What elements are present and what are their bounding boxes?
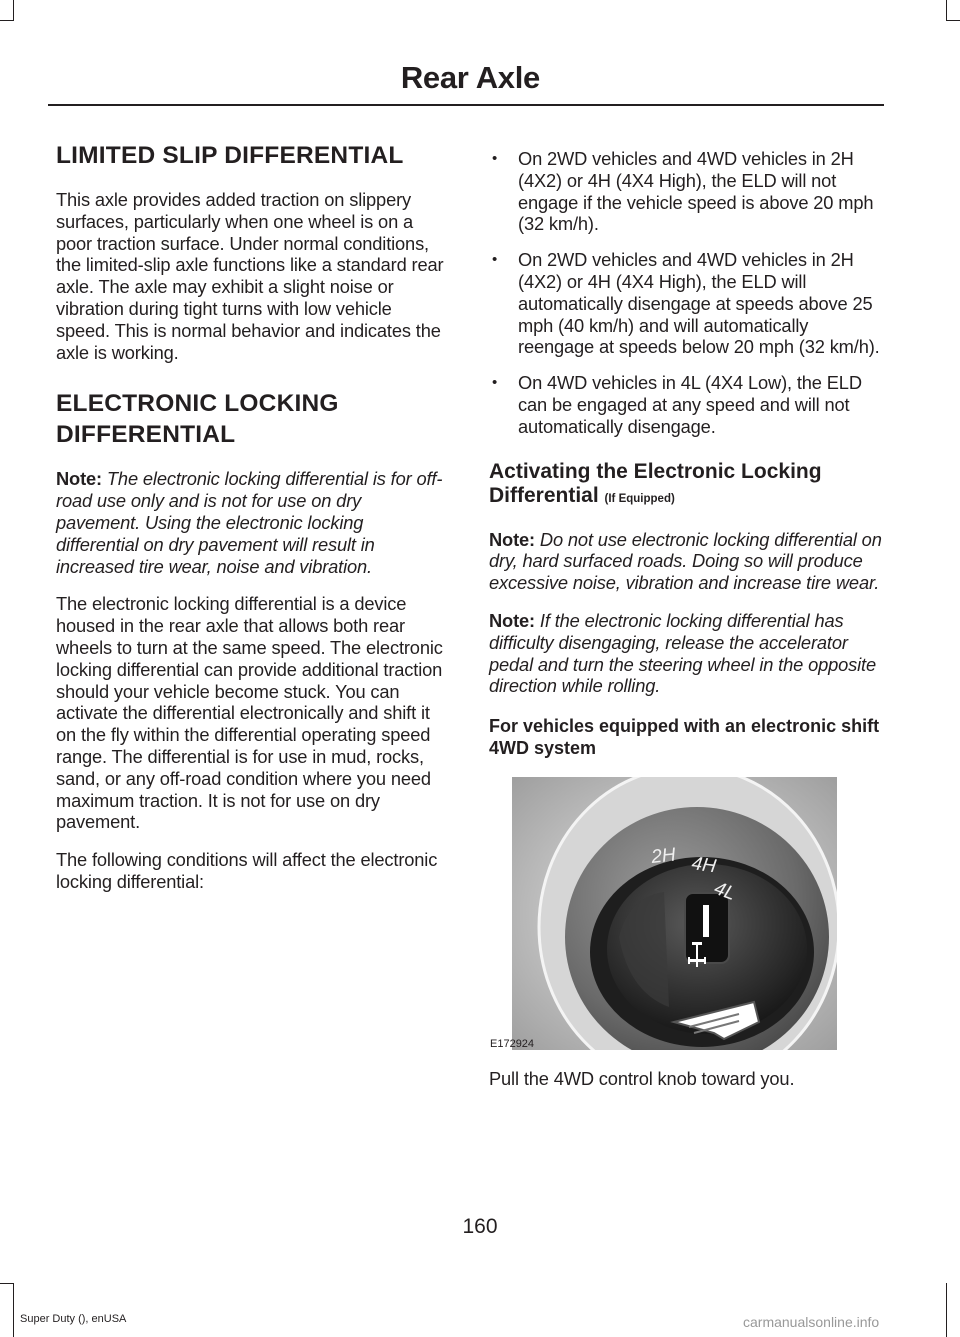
mode-label-2h: 2H (650, 844, 677, 869)
crop-mark-bottom-right-v (946, 1283, 947, 1337)
note-label: Note: (489, 528, 535, 550)
page-number: 160 (462, 1215, 498, 1238)
eld-heading-line1: ELECTRONIC LOCKING (56, 390, 339, 418)
if-equipped-tag: (If Equipped) (604, 492, 675, 505)
right-column (489, 148, 883, 1106)
list-item: • On 4WD vehicles in 4L (4X4 Low), the ELD can be engaged at any speed and will not automatically disengage. (492, 372, 862, 437)
eld-body: The electronic locking differential is a device housed in the rear axle that allows both rear wheels to turn at the same speed. The electronic locking differential can provide additional traction should your vehicle become stuck. You can activate the differential electronically and shift it on the fly within the differential operating speed range. The differential is for use in mud, rocks, sand, or any off-road condition where you need maximum traction. It is not for use on dry pavement. (56, 593, 443, 833)
bullet-icon: • (492, 251, 498, 269)
note-dry-roads (489, 529, 883, 594)
pull-knob-text: Pull the 4WD control knob toward you. (489, 1068, 795, 1090)
note-text: The electronic locking differential is for off-road use only and is not for use on dry pavement. Using the electronic locking differential on dry pavement will result in increased tire wear, noise and vibration. (56, 468, 443, 577)
mode-label-4l: 4L (711, 878, 739, 906)
note-text: Do not use electronic locking differential on dry, hard surfaced roads. Doing so will produce excessive noise, vibration and increase tire wear. (489, 528, 882, 594)
eld-heading (56, 388, 448, 450)
mode-label-4h: 4H (690, 853, 718, 878)
activating-heading: Activating the Electronic Locking Differential (If Equipped) (489, 459, 822, 507)
header-rule (48, 104, 884, 106)
note-disengaging (489, 610, 883, 697)
footer-doc-info: Super Duty (), enUSA (20, 1313, 127, 1325)
conditions-intro: The following conditions will affect the electronic locking differential: (56, 849, 438, 892)
left-column (56, 140, 448, 909)
list-item: • On 2WD vehicles and 4WD vehicles in 2H (4X2) or 4H (4X4 High), the ELD will automatically disengage at speeds above 25 mph (40 km/h) and will automatically reengage at speeds below 20 mph (32 km/h). (492, 249, 880, 358)
note-text: If the electronic locking differential has difficulty disengaging, release the accelerator pedal and turn the steering wheel in the opposite direction while rolling. (489, 609, 876, 697)
page-header-title: Rear Axle (400, 60, 540, 95)
crop-mark-top-left-h (0, 20, 14, 21)
crop-mark-top-right-h (946, 20, 960, 21)
crop-mark-bottom-left-v (13, 1283, 14, 1337)
crop-mark-top-right-v (946, 0, 947, 20)
note-label: Note: (56, 468, 102, 490)
bullet-icon: • (492, 150, 498, 167)
eld-heading-line2: DIFFERENTIAL (56, 421, 236, 449)
footer-site-watermark: carmanualsonline.info (743, 1314, 880, 1330)
figure-code: E172924 (490, 1038, 535, 1051)
bullet-icon: • (492, 374, 498, 392)
lsd-body: This axle provides added traction on slippery surfaces, particularly when one wheel is on a poor traction surface. Under normal conditions, the limited-slip axle functions like a standard rear axle. The axle may exhibit a slight noise or vibration during tight turns with low vehicle speed. This is normal behavior and indicates the axle is working. (56, 189, 444, 363)
note-label: Note: (489, 609, 535, 631)
4wd-control-knob-illustration (489, 777, 837, 1050)
lsd-heading: LIMITED SLIP DIFFERENTIAL (56, 142, 404, 169)
list-item: • On 2WD vehicles and 4WD vehicles in 2H (4X2) or 4H (4X4 High), the ELD will not engage if the vehicle speed is above 20 mph (32 km/h). (492, 148, 874, 235)
crop-mark-bottom-left-h (0, 1283, 14, 1284)
4wd-knob-figure (489, 777, 837, 1050)
eld-conditions-list (489, 148, 883, 438)
shift-system-heading: For vehicles equipped with an electronic shift 4WD system (489, 716, 880, 759)
note-offroad (56, 468, 448, 577)
crop-mark-top-left-v (13, 0, 14, 20)
